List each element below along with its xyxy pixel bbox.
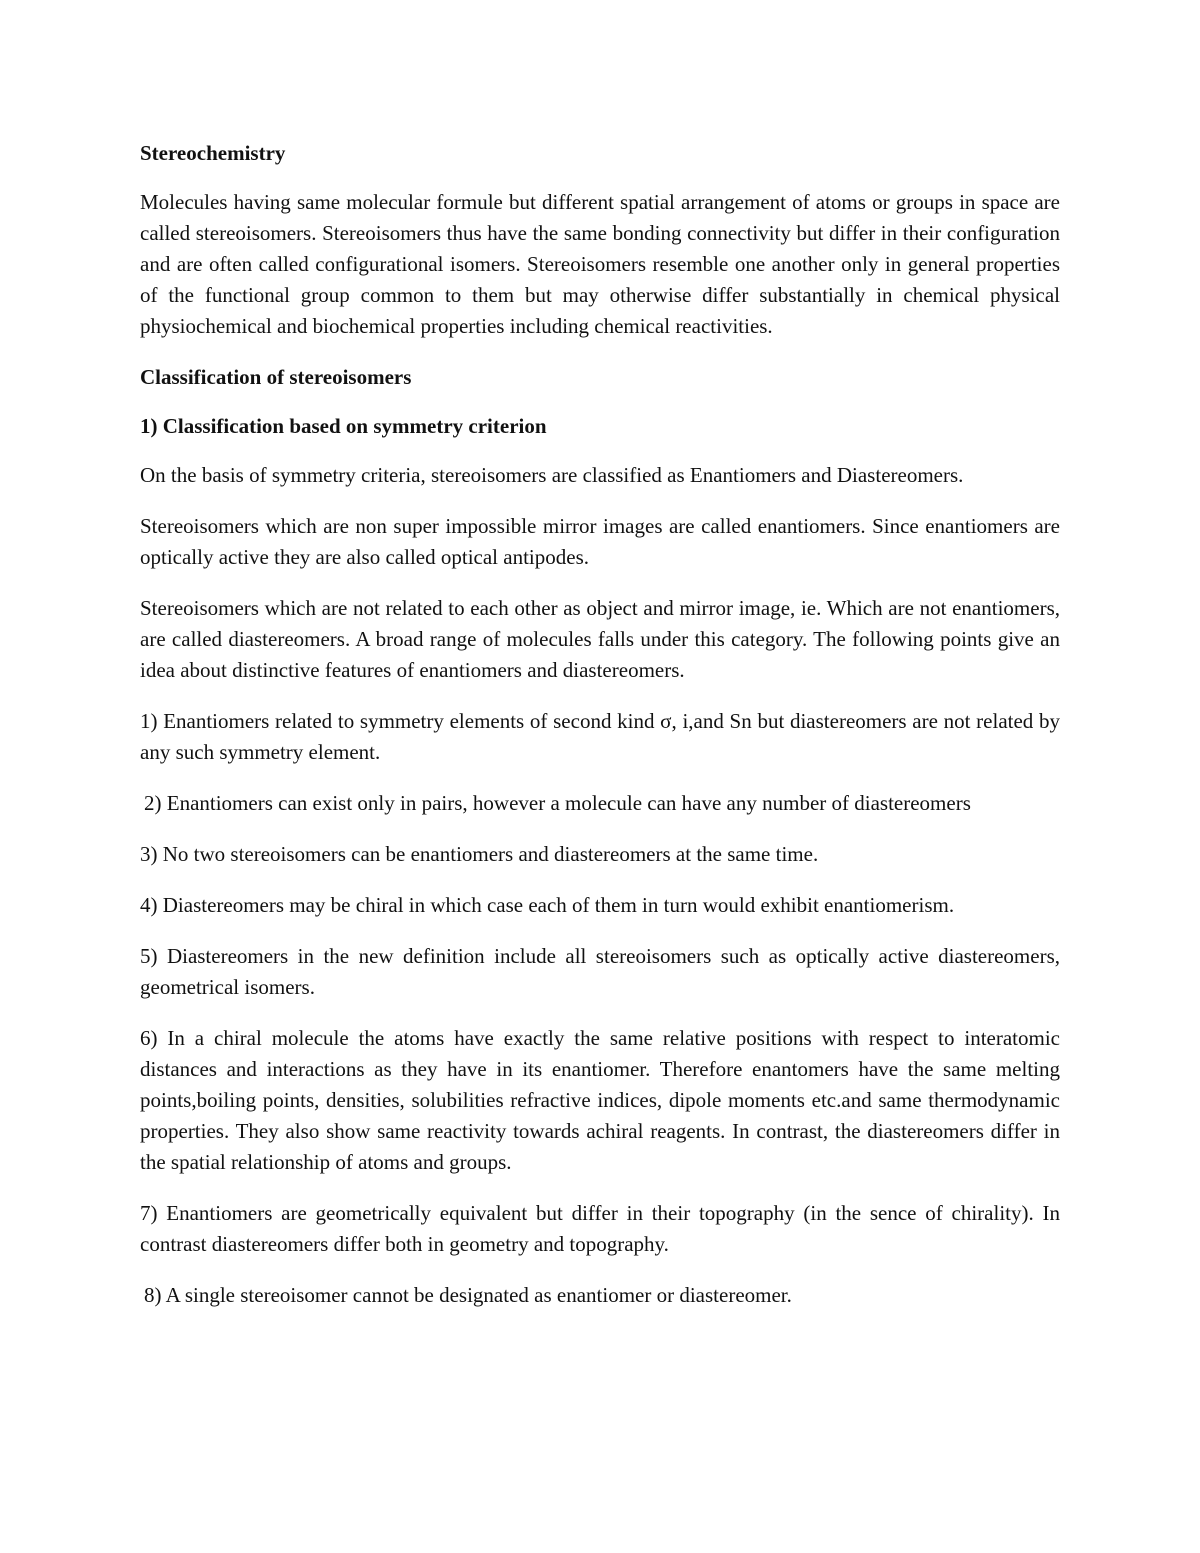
- subsection-heading: 1) Classification based on symmetry criterion: [140, 414, 547, 438]
- intro-paragraph: Molecules having same molecular formule but different spatial arrangement of atoms or groups in space are called stereoisomers. Stereoisomers thus have the same bonding connectivity but differ in their configuration and are often called configurational isomers. Stereoisomers resemble one another only in general properties of the functional group common to them but may otherwise differ substantially in chemical physical physiochemical and biochemical properties including chemical reactivities.: [140, 190, 1060, 338]
- enantiomers-paragraph: Stereoisomers which are non super impossible mirror images are called enantiomers. Since enantiomers are optically active they are also called optical antipodes.: [140, 514, 1060, 569]
- point-5: 5) Diastereomers in the new definition include all stereoisomers such as optically active diastereomers, geometrical isomers.: [140, 944, 1060, 999]
- document-title: Stereochemistry: [140, 141, 286, 165]
- point-3: 3) No two stereoisomers can be enantiomers and diastereomers at the same time.: [140, 842, 819, 866]
- point-7: 7) Enantiomers are geometrically equivalent but differ in their topography (in the sence of chirality). In contrast diastereomers differ both in geometry and topography.: [140, 1201, 1060, 1256]
- document-page: [140, 138, 1060, 1331]
- basis-paragraph: On the basis of symmetry criteria, stereoisomers are classified as Enantiomers and Diastereomers.: [140, 463, 964, 487]
- point-4: 4) Diastereomers may be chiral in which case each of them in turn would exhibit enantiomerism.: [140, 893, 955, 917]
- point-2: 2) Enantiomers can exist only in pairs, however a molecule can have any number of diastereomers: [144, 791, 971, 815]
- point-8: 8) A single stereoisomer cannot be designated as enantiomer or diastereomer.: [144, 1283, 792, 1307]
- section-heading: Classification of stereoisomers: [140, 365, 412, 389]
- diastereomers-paragraph: Stereoisomers which are not related to each other as object and mirror image, ie. Which are not enantiomers, are called diastereomers. A broad range of molecules falls under this category. The following points give an idea about distinctive features of enantiomers and diastereomers.: [140, 596, 1060, 682]
- point-1: 1) Enantiomers related to symmetry elements of second kind σ, i,and Sn but diastereomers are not related by any such symmetry element.: [140, 709, 1060, 764]
- point-6: 6) In a chiral molecule the atoms have exactly the same relative positions with respect to interatomic distances and interactions as they have in its enantiomer. Therefore enantomers have the same melting points,boiling points, densities, solubilities refractive indices, dipole moments etc.and same thermodynamic properties. They also show same reactivity towards achiral reagents. In contrast, the diastereomers differ in the spatial relationship of atoms and groups.: [140, 1026, 1060, 1174]
